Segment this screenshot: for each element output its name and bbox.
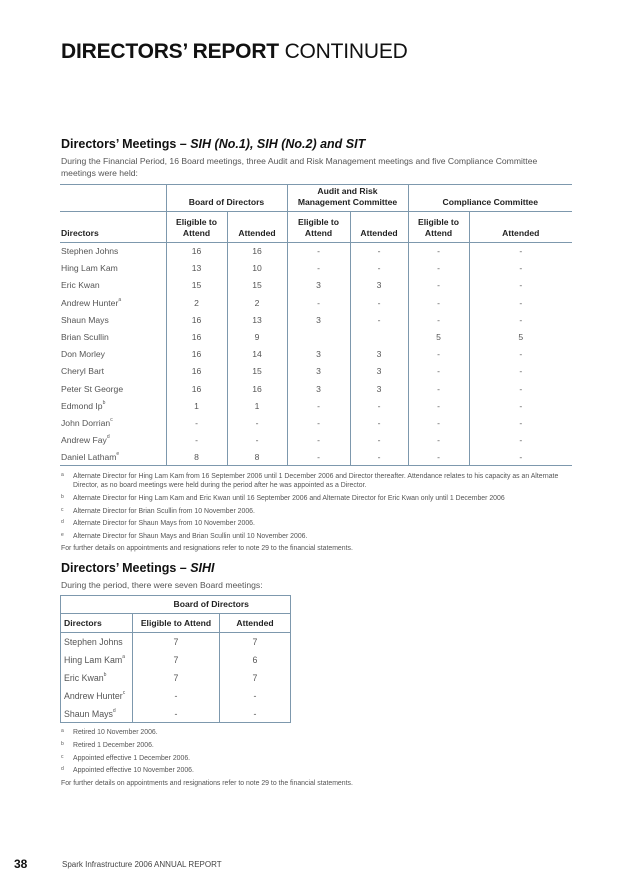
footnote: a Alternate Director for Hing Lam Kam from 16 September 2006 until 1 December 2006 and Director thereafter. Attendance relates to his capacity as an Alternate Director, as no board meetings were held during the period after he was appointed as a Director. [61, 472, 559, 490]
col-header: Directors [61, 614, 133, 633]
group-header: Audit and Risk Management Committee [287, 185, 408, 212]
table-row [61, 705, 291, 723]
col-header: Eligible to Attend [133, 614, 220, 633]
attendance-value: - [469, 380, 572, 397]
director-name: Edmond Ip$^b$ [61, 399, 106, 411]
title-continued: CONTINUED [284, 40, 408, 63]
attendance-value: - [350, 294, 408, 311]
attendance-value: - [408, 311, 469, 328]
table-row [60, 346, 572, 363]
attendance-value: - [469, 432, 572, 449]
table-row [60, 449, 572, 466]
attendance-value: - [166, 414, 227, 431]
footnote-mark: a [61, 728, 64, 735]
attendance-value: 13 [227, 311, 287, 328]
table-row [60, 294, 572, 311]
attendance-value: 16 [166, 346, 227, 363]
attendance-value: - [408, 277, 469, 294]
footnote: b Alternate Director for Hing Lam Kam and Eric Kwan until 16 September 2006 and Alternate Director for Eric Kwan only until 1 December 2006 [61, 494, 505, 503]
attendance-value: - [166, 432, 227, 449]
attendance-value: 3 [287, 346, 350, 363]
group-header: Board of Directors [173, 599, 249, 610]
footnote-mark: c [61, 506, 64, 513]
attendance-value: 3 [287, 380, 350, 397]
attendance-value: 15 [227, 277, 287, 294]
director-name: Stephen Johns [64, 637, 123, 648]
director-name: Peter St George [61, 383, 124, 394]
attendance-value: - [350, 414, 408, 431]
attendance-value: - [227, 414, 287, 431]
attendance-value: 7 [133, 633, 220, 651]
attendance-value: - [469, 277, 572, 294]
attendance-value: 1 [227, 397, 287, 414]
director-name: Hing Lam Kam$^a$ [64, 653, 125, 665]
footnote-mark: d [61, 519, 64, 526]
section1-intro: During the Financial Period, 16 Board meetings, three Audit and Risk Management meetings and five Compliance Committee meetings were held: [61, 156, 538, 178]
attendance-value: 13 [166, 260, 227, 277]
attendance-value: 7 [133, 651, 220, 669]
footnote: e Alternate Director for Shaun Mays and Brian Scullin until 10 November 2006. [61, 531, 308, 540]
footnote: b Retired 1 December 2006. [61, 741, 154, 749]
heading-text: Directors’ Meetings – [61, 561, 191, 576]
attendance-value: - [408, 363, 469, 380]
attendance-value: 16 [166, 311, 227, 328]
attendance-value [350, 328, 408, 345]
footnote-mark: c [110, 416, 113, 423]
section1-heading [60, 137, 572, 152]
attendance-value: 14 [227, 346, 287, 363]
attendance-value: - [408, 294, 469, 311]
heading-text: Directors’ Meetings – [61, 137, 191, 151]
director-name: Stephen Johns [61, 246, 119, 257]
table-row [60, 243, 572, 260]
table-row [61, 651, 291, 669]
further-details-note: For further details on appointments and resignations refer to note 29 to the financial statements. [61, 545, 353, 553]
director-name: Andrew Hunter$^c$ [64, 689, 126, 701]
attendance-value: - [287, 397, 350, 414]
attendance-value: 3 [350, 277, 408, 294]
attendance-value: - [350, 260, 408, 277]
attendance-value: 16 [166, 328, 227, 345]
table-row [60, 414, 572, 431]
attendance-value: 16 [227, 380, 287, 397]
attendance-value: 16 [227, 243, 287, 260]
footnote-mark: b [61, 494, 64, 501]
attendance-value: 15 [166, 277, 227, 294]
attendance-value: - [469, 363, 572, 380]
section2-intro: During the period, there were seven Board meetings: [61, 580, 263, 591]
attendance-value: - [408, 449, 469, 466]
director-name: Shaun Mays$^d$ [64, 707, 116, 719]
footnote-mark: d [106, 434, 110, 441]
footnote-mark: d [61, 766, 64, 773]
blank-header [60, 185, 166, 212]
table-row [60, 363, 572, 380]
attendance-value: 8 [227, 449, 287, 466]
attendance-value: 3 [350, 363, 408, 380]
attendance-value: - [350, 311, 408, 328]
footnote-mark: a [122, 653, 125, 660]
attendance-value: 9 [227, 328, 287, 345]
attendance-value: - [287, 414, 350, 431]
table-row [60, 277, 572, 294]
footnote-mark: b [103, 671, 107, 678]
attendance-value: 16 [166, 243, 227, 260]
col-header: Attended [350, 212, 408, 243]
attendance-value: - [469, 397, 572, 414]
table-row [61, 687, 291, 705]
footnote-mark: c [61, 753, 64, 760]
attendance-value: - [227, 432, 287, 449]
attendance-value: - [133, 705, 220, 723]
attendance-value: 7 [220, 669, 291, 687]
attendance-value: - [287, 449, 350, 466]
director-name: Brian Scullin [61, 332, 109, 343]
attendance-value: 16 [166, 380, 227, 397]
attendance-value: 5 [408, 328, 469, 345]
attendance-value: 7 [220, 633, 291, 651]
heading-italic: SIH (No.1), SIH (No.2) and SIT [190, 137, 366, 151]
footnote: d Alternate Director for Shaun Mays from 10 November 2006. [61, 519, 255, 528]
attendance-value: - [350, 243, 408, 260]
heading-italic: SIHI [190, 561, 215, 576]
footnote-mark: a [118, 296, 122, 303]
footnote-mark: e [61, 531, 64, 538]
attendance-value: 3 [287, 363, 350, 380]
col-header: Eligible to Attend [166, 212, 227, 243]
attendance-value: - [350, 449, 408, 466]
attendance-value: - [287, 294, 350, 311]
section2-heading [60, 561, 572, 576]
director-name: Daniel Latham$^e$ [61, 451, 120, 463]
director-name: Shaun Mays [61, 314, 109, 325]
attendance-value: - [350, 432, 408, 449]
footnote-mark: d [112, 707, 116, 714]
attendance-value: - [469, 346, 572, 363]
blank-header [61, 596, 133, 614]
table-row [60, 380, 572, 397]
attendance-value: 3 [350, 380, 408, 397]
attendance-value: 3 [287, 311, 350, 328]
attendance-value: - [469, 243, 572, 260]
attendance-value: - [287, 243, 350, 260]
col-header: Attended [220, 614, 291, 633]
attendance-value: - [469, 294, 572, 311]
attendance-value: - [408, 414, 469, 431]
attendance-value: - [408, 260, 469, 277]
attendance-value: - [350, 397, 408, 414]
attendance-value: 7 [133, 669, 220, 687]
footnote: a Retired 10 November 2006. [61, 728, 158, 737]
director-name: Andrew Hunter$^a$ [61, 296, 122, 308]
footnote: c Alternate Director for Brian Scullin from 10 November 2006. [61, 506, 255, 515]
director-name: Eric Kwan$^b$ [64, 671, 107, 683]
attendance-value: 8 [166, 449, 227, 466]
attendance-value: - [408, 243, 469, 260]
footnote: c Appointed effective 1 December 2006. [61, 753, 191, 762]
further-details-note: For further details on appointments and resignations refer to note 29 to the financial statements. [61, 779, 353, 787]
attendance-value: - [408, 432, 469, 449]
page-number: 38 [14, 857, 28, 871]
attendance-value: - [469, 449, 572, 466]
section2-footnotes [60, 728, 572, 787]
sihi-meetings-table [60, 595, 291, 723]
col-header: Directors [60, 212, 166, 243]
table-row [61, 669, 291, 687]
director-name: Andrew Fay$^d$ [61, 434, 110, 446]
group-header: Board of Directors [166, 185, 287, 212]
group-header: Compliance Committee [408, 185, 572, 212]
attendance-value: 2 [227, 294, 287, 311]
attendance-value: - [287, 260, 350, 277]
attendance-value: - [408, 346, 469, 363]
director-name: Eric Kwan [61, 280, 100, 291]
attendance-value: - [408, 380, 469, 397]
attendance-value: - [133, 687, 220, 705]
attendance-value: 5 [469, 328, 572, 345]
section1-footnotes [60, 472, 572, 553]
table-row [60, 432, 572, 449]
director-name: Hing Lam Kam [61, 263, 118, 274]
col-header: Attended [227, 212, 287, 243]
attendance-value: - [220, 687, 291, 705]
attendance-value: - [408, 397, 469, 414]
footnote: d Appointed effective 10 November 2006. [61, 766, 194, 775]
table-row [60, 397, 572, 414]
table-row [61, 633, 291, 651]
footnote-mark: e [116, 451, 120, 458]
attendance-value: 2 [166, 294, 227, 311]
attendance-value: - [220, 705, 291, 723]
attendance-value: - [287, 432, 350, 449]
attendance-value: 10 [227, 260, 287, 277]
table-row [60, 260, 572, 277]
director-name: Cheryl Bart [61, 366, 104, 377]
director-name: John Dorrian$^c$ [61, 416, 113, 428]
footnote-mark: a [61, 472, 64, 479]
attendance-value: 1 [166, 397, 227, 414]
report-footer: Spark Infrastructure 2006 ANNUAL REPORT [62, 860, 222, 869]
attendance-value: 16 [166, 363, 227, 380]
attendance-value: - [469, 260, 572, 277]
attendance-value: 15 [227, 363, 287, 380]
col-header: Eligible to Attend [287, 212, 350, 243]
attendance-value: 3 [350, 346, 408, 363]
attendance-value: 6 [220, 651, 291, 669]
col-header: Eligible to Attend [408, 212, 469, 243]
title-bold: DIRECTORS’ REPORT [61, 40, 279, 63]
table-row [60, 328, 572, 345]
footnote-mark: c [122, 689, 126, 696]
attendance-value: 3 [287, 277, 350, 294]
attendance-value [287, 328, 350, 345]
attendance-value: - [469, 414, 572, 431]
footnote-mark: b [102, 399, 106, 406]
col-header: Attended [469, 212, 572, 243]
table-row [60, 311, 572, 328]
attendance-value: - [469, 311, 572, 328]
footnote-mark: b [61, 741, 64, 747]
page-title [61, 40, 408, 64]
content-column [60, 137, 572, 788]
director-name: Don Morley [61, 349, 105, 360]
sit-meetings-table [60, 184, 572, 466]
